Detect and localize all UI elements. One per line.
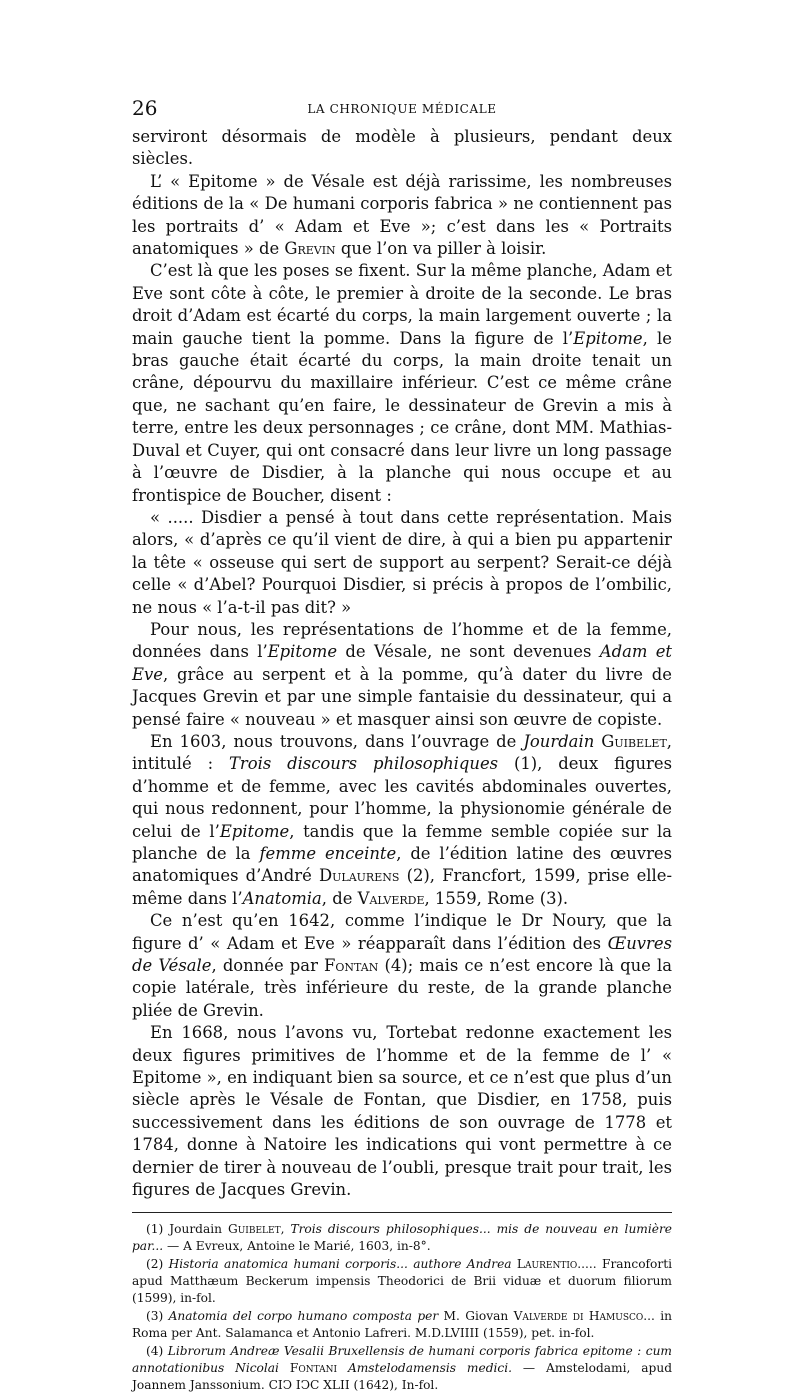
text-run: En 1603, nous trouvons, dans l’ouvrage de xyxy=(150,731,524,751)
italic-text: Anatomia xyxy=(242,888,322,908)
text-run: (4); mais ce n’est encore là que la copie latérale, très inférieure du reste, de la grande planche pliée de Grevin. xyxy=(132,956,672,1020)
text-run xyxy=(279,1361,290,1375)
italic-text: Amstelodamensis medici. xyxy=(347,1360,512,1375)
text-run: que l’on va piller à loisir. xyxy=(335,239,547,259)
text-run: — A Evreux, Antoine le Marié, 1603, in-8°. xyxy=(163,1238,431,1253)
text-run: (1), deux figures d’homme et de femme, avec les cavités abdominales ouvertes, qui nous redonnent, pour l’homme, la physionomie générale de celui de l’ xyxy=(132,754,673,841)
footnote xyxy=(132,1308,672,1342)
small-caps-name: Guibelet xyxy=(227,1221,281,1236)
text-run: , 1559, Rome (3). xyxy=(424,888,569,908)
footnote xyxy=(132,1221,672,1255)
book-page xyxy=(132,96,672,1395)
text-run: , intitulé : xyxy=(132,731,672,774)
footnote-rule xyxy=(132,1212,672,1213)
italic-text: Jourdain xyxy=(523,731,595,751)
page-number: 26 xyxy=(132,96,158,120)
text-run: M. Giovan xyxy=(438,1308,514,1323)
text-run: C’est là que les poses se fixent. Sur la même planche, Adam et Eve sont côte à côte, le premier à droite de la seconde. Le bras droit d’Adam est écarté du corps, la main largement ouverte ; la main gauche tient la pomme. Dans la figure de l’ xyxy=(132,261,672,348)
italic-text: femme enceinte xyxy=(259,844,397,863)
body-text xyxy=(132,126,672,1202)
footnote xyxy=(132,1343,672,1394)
paragraph xyxy=(132,731,672,910)
small-caps-name: Valverde xyxy=(357,888,425,908)
paragraph xyxy=(132,126,672,171)
paragraph xyxy=(132,619,672,731)
text-run: , tandis que la femme semble copiée sur la planche de la xyxy=(132,821,672,863)
text-run: (1) Jourdain xyxy=(146,1221,228,1236)
small-caps-name: Guibelet xyxy=(601,731,667,751)
quoted-passage xyxy=(132,507,672,619)
italic-text: Historia anatomica humani corporis... authore Andrea xyxy=(168,1256,512,1271)
small-caps-name: Laurentio xyxy=(516,1256,578,1271)
text-run: , grâce au serpent et à la pomme, qu’à dater du livre de Jacques Grevin et par une simple fantaisie du dessinateur, qui a pensé faire « nouveau » et masquer ainsi son œuvre de copiste. xyxy=(132,664,672,729)
text-run: En 1668, nous l’avons vu, Tortebat redonne exactement les deux figures primitives de l’homme et de la femme de l’ « Epitome », en indiquant bien sa source, et ce n’est que plus d’un siècle après le Vésale de Fontan, que Disdier, en 1758, puis successivement dans les éditions de son ouvrage de 1778 et 1784, donne à Natoire les indications qui vont permettre à ce dernier de tirer à nouveau de l’oubli, presque trait pour trait, les figures de Jacques Grevin. xyxy=(132,1023,672,1200)
text-run: (3) xyxy=(146,1308,169,1323)
italic-text: Epitome xyxy=(267,642,338,662)
text-run: (2), Francfort, 1599, prise elle-même dans l’ xyxy=(132,866,672,908)
small-caps-name: Valverde di Hamusco xyxy=(513,1308,644,1323)
text-run: , le bras gauche était écarté du corps, la main droite tenait un crâne, dépourvu du maxillaire inférieur. C’est ce même crâne que, ne sachant qu’en faire, le dessinateur de Grevin a mis à terre, entre les deux personnages ; ce crâne, dont MM. Mathias-Duval et Cuyer, qui ont consacré dans leur livre un long passage à l’œuvre de Disdier, à la planche qui nous occupe et au frontispice de Boucher, disent : xyxy=(132,328,672,505)
text-run: , de xyxy=(321,888,358,908)
small-caps-name: Dulaurens xyxy=(318,866,400,886)
page-header xyxy=(132,96,672,126)
text-run: , xyxy=(280,1221,291,1236)
italic-text: Epitome xyxy=(573,328,643,348)
text-run: serviront désormais de modèle à plusieurs, pendant deux siècles. xyxy=(132,127,672,169)
text-run: , donnée par xyxy=(211,956,325,976)
text-run xyxy=(337,1361,348,1375)
running-head: LA CHRONIQUE MÉDICALE xyxy=(307,102,497,116)
text-run: ... in Roma per Ant. Salamanca et Antonio Lafreri. M.D.LVIIII (1559), pet. in-fol. xyxy=(132,1308,673,1340)
italic-text: Epitome xyxy=(219,821,290,841)
paragraph xyxy=(132,171,672,261)
small-caps-name: Grevin xyxy=(284,239,336,259)
text-run: « ..... Disdier a pensé à tout dans cette représentation. Mais alors, « d’après ce qu’il vient de dire, à qui a bien pu appartenir la tête « osseuse qui sert de support au serpent? Serait-ce déjà celle « d’Abel? Pourquoi Disdier, si précis à propos de l’ombilic, ne nous « l’a-t-il pas dit? » xyxy=(132,507,672,617)
text-run: , de l’édition latine des œuvres anatomiques d’André xyxy=(132,844,673,886)
italic-text: Trois discours philosophiques xyxy=(228,754,499,774)
paragraph xyxy=(132,1022,672,1201)
text-run: (2) xyxy=(146,1256,169,1271)
text-run: de Vésale, ne sont devenues xyxy=(337,642,600,662)
text-run: (4) xyxy=(146,1343,168,1358)
italic-text: Anatomia del corpo humano composta per xyxy=(168,1308,439,1323)
small-caps-name: Fontan xyxy=(324,956,379,976)
footnotes xyxy=(132,1221,672,1394)
text-run: Ce n’est qu’en 1642, comme l’indique le Dr Noury, que la figure d’ « Adam et Eve » réapparaît dans l’édition des xyxy=(132,911,672,953)
text-run: — Amstelodami, apud Joannem Janssonium. CIↃ IↃC XLII (1642), In-fol. xyxy=(132,1360,673,1392)
paragraph xyxy=(132,910,672,1022)
italic-text: Adam et Eve xyxy=(132,642,673,684)
small-caps-name: Fontani xyxy=(289,1360,338,1375)
text-run: L’ « Epitome » de Vésale est déjà rarissime, les nombreuses éditions de la « De humani corporis fabrica » ne contiennent pas les portraits d’ « Adam et Eve »; c’est dans les « Portraits anatomiques » de xyxy=(132,171,672,259)
paragraph xyxy=(132,260,672,506)
italic-text: Œuvres de Vésale xyxy=(132,933,672,976)
italic-text: Librorum Andreæ Vesalii Bruxellensis de humani corporis fabrica epitome : cum annotationibus Nicolai xyxy=(132,1343,672,1375)
footnote xyxy=(132,1256,672,1307)
text-run: ..... Francoforti apud Matthæum Beckerum impensis Theodorici de Brii viduæ et duorum filiorum (1599), in-fol. xyxy=(132,1256,673,1305)
text-run: Pour nous, les représentations de l’homme et de la femme, données dans l’ xyxy=(132,619,672,662)
italic-text: Trois discours philosophiques... mis de nouveau en lumière par... xyxy=(132,1221,673,1253)
